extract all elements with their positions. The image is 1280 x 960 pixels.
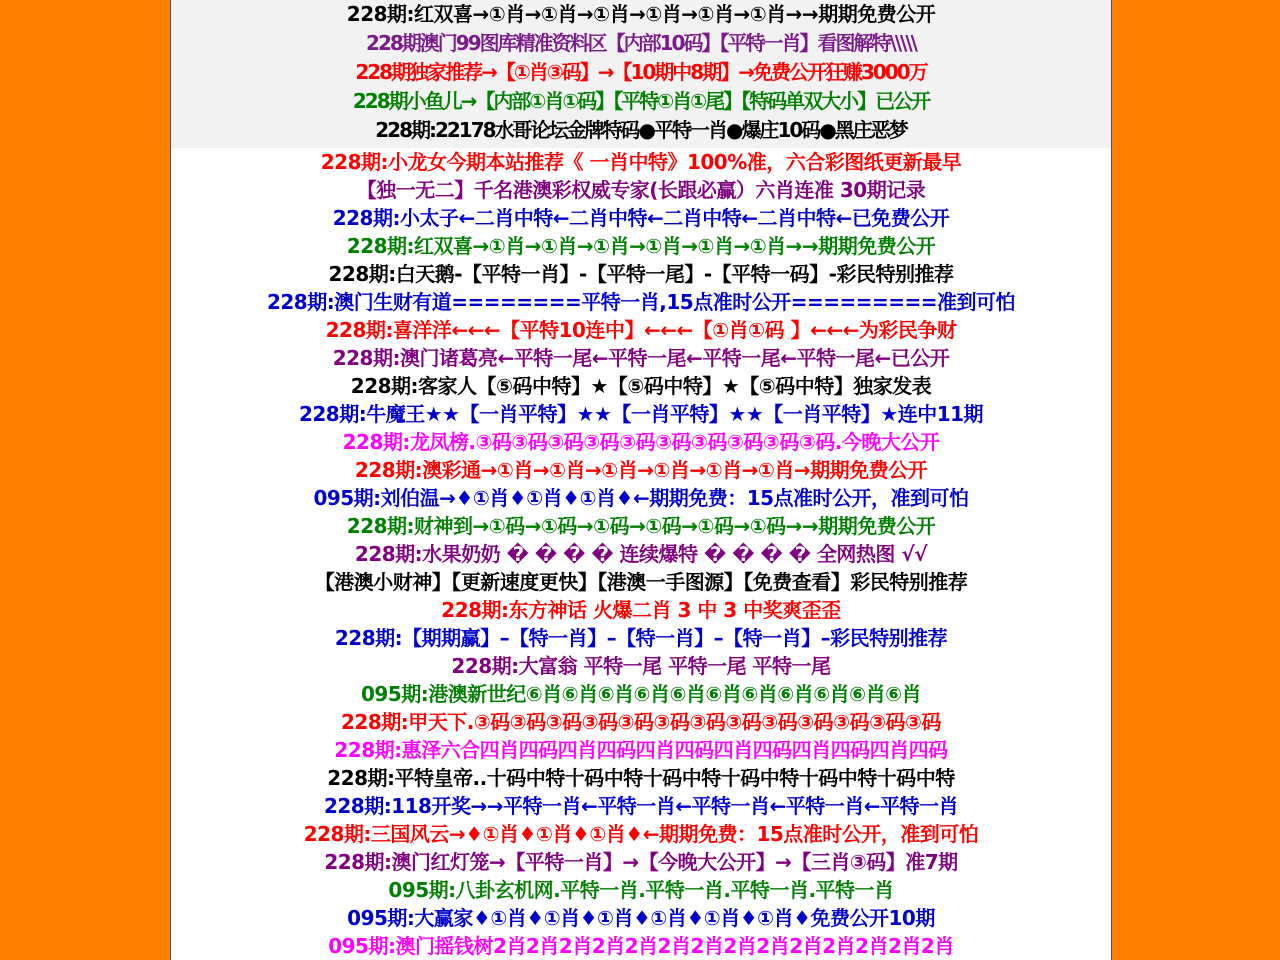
list-item[interactable]: 228期:东方神话 火爆二肖 3 中 3 中奖爽歪歪 xyxy=(441,598,841,622)
header-block xyxy=(171,0,1111,148)
list-item[interactable]: 228期:牛魔王★★【一肖平特】★★【一肖平特】★★【一肖平特】★连中11期 xyxy=(298,402,984,426)
list-item[interactable]: 228期:喜洋洋←←←【平特10连中】←←←【①肖①码 】←←←为彩民争财 xyxy=(325,318,957,342)
top-line-4[interactable]: 228期小鱼儿→【内部①肖①码】【平特①肖①尾】【特码单双大小】已公开 xyxy=(352,89,930,113)
list-item[interactable]: 095期:刘伯温→♦①肖♦①肖♦①肖♦←期期免费：15点准时公开，准到可怕 xyxy=(313,486,969,510)
list-item[interactable]: 228期:平特皇帝..十码中特十码中特十码中特十码中特十码中特十码中特 xyxy=(327,766,955,790)
list-item[interactable]: 228期:澳门诸葛亮←平特一尾←平特一尾←平特一尾←平特一尾←已公开 xyxy=(332,346,950,370)
list-item[interactable]: 228期:白天鹅-【平特一肖】-【平特一尾】-【平特一码】-彩民特别推荐 xyxy=(328,262,954,286)
list-item[interactable]: 228期:小太子←二肖中特←二肖中特←二肖中特←二肖中特←已免费公开 xyxy=(332,206,950,230)
list-item[interactable]: 228期:118开奖→→平特一肖←平特一肖←平特一肖←平特一肖←平特一肖 xyxy=(323,794,959,818)
list-item[interactable]: 228期:水果奶奶 � � � � 连续爆特 � � � � 全网热图 √√ xyxy=(354,542,928,566)
content-panel xyxy=(170,0,1112,960)
list-item[interactable]: 228期:三国风云→♦①肖♦①肖♦①肖♦←期期免费：15点准时公开，准到可怕 xyxy=(303,822,979,846)
list-item[interactable]: 228期:小龙女今期本站推荐《 一肖中特》100%准，六合彩图纸更新最早 xyxy=(320,150,962,174)
list-item[interactable]: 228期:澳门红灯笼→【平特一肖】→【今晚大公开】→【三肖③码】准7期 xyxy=(324,850,958,874)
list-item[interactable]: 228期:红双喜→①肖→①肖→①肖→①肖→①肖→①肖→→期期免费公开 xyxy=(346,234,936,258)
top-line-3[interactable]: 228期独家推荐→【①肖③码】→【10期中8期】→免费公开狂赚3000万 xyxy=(355,60,927,84)
list-item[interactable]: 095期:大赢家♦①肖♦①肖♦①肖♦①肖♦①肖♦①肖♦免费公开10期 xyxy=(347,906,935,930)
list-item[interactable]: 228期:澳彩通→①肖→①肖→①肖→①肖→①肖→①肖→期期免费公开 xyxy=(354,458,928,482)
list-item[interactable]: 228期:大富翁 平特一尾 平特一尾 平特一尾 xyxy=(451,654,831,678)
recommendation-list xyxy=(171,148,1111,960)
list-item[interactable]: 228期:澳门生财有道========平特一肖,15点准时公开=========准到可怕 xyxy=(266,290,1016,314)
list-item[interactable]: 228期:龙凤榜.③码③码③码③码③码③码③码③码③码③码.今晚大公开 xyxy=(342,430,940,454)
top-line-2[interactable]: 228期澳门99图库精准资料区【内部10码】【平特一肖】看图解特\\\\\ xyxy=(366,31,916,55)
list-item[interactable]: 【港澳小财神】【更新速度更快】【港澳一手图源】【免费查看】彩民特别推荐 xyxy=(314,570,968,594)
list-item[interactable]: 228期:财神到→①码→①码→①码→①码→①码→①码→→期期免费公开 xyxy=(346,514,936,538)
list-item[interactable]: 095期:港澳新世纪⑥肖⑥肖⑥肖⑥肖⑥肖⑥肖⑥肖⑥肖⑥肖⑥肖⑥肖 xyxy=(360,682,921,706)
list-item[interactable]: 228期:【期期赢】–【特一肖】–【特一肖】–【特一肖】–彩民特别推荐 xyxy=(334,626,948,650)
list-item[interactable]: 【独一无二】千名港澳彩权威专家(长跟必赢）六肖连准 30期记录 xyxy=(356,178,926,202)
list-item[interactable]: 228期:客家人【⑤码中特】★【⑤码中特】★【⑤码中特】独家发表 xyxy=(350,374,932,398)
list-item[interactable]: 228期:甲天下.③码③码③码③码③码③码③码③码③码③码③码③码③码 xyxy=(341,710,941,734)
top-line-1[interactable]: 228期:红双喜→①肖→①肖→①肖→①肖→①肖→①肖→→期期免费公开 xyxy=(346,2,936,26)
list-item[interactable]: 095期:八卦玄机网.平特一肖.平特一肖.平特一肖.平特一肖 xyxy=(388,878,894,902)
list-item[interactable]: 228期:惠泽六合四肖四码四肖四码四肖四码四肖四码四肖四码四肖四码 xyxy=(334,738,948,762)
list-item[interactable]: 095期:澳门摇钱树2肖2肖2肖2肖2肖2肖2肖2肖2肖2肖2肖2肖2肖2肖 xyxy=(328,934,954,958)
top-line-5[interactable]: 228期:22178水哥论坛金牌特码●平特一肖●爆庄10码●黑庄恶梦 xyxy=(375,118,907,142)
